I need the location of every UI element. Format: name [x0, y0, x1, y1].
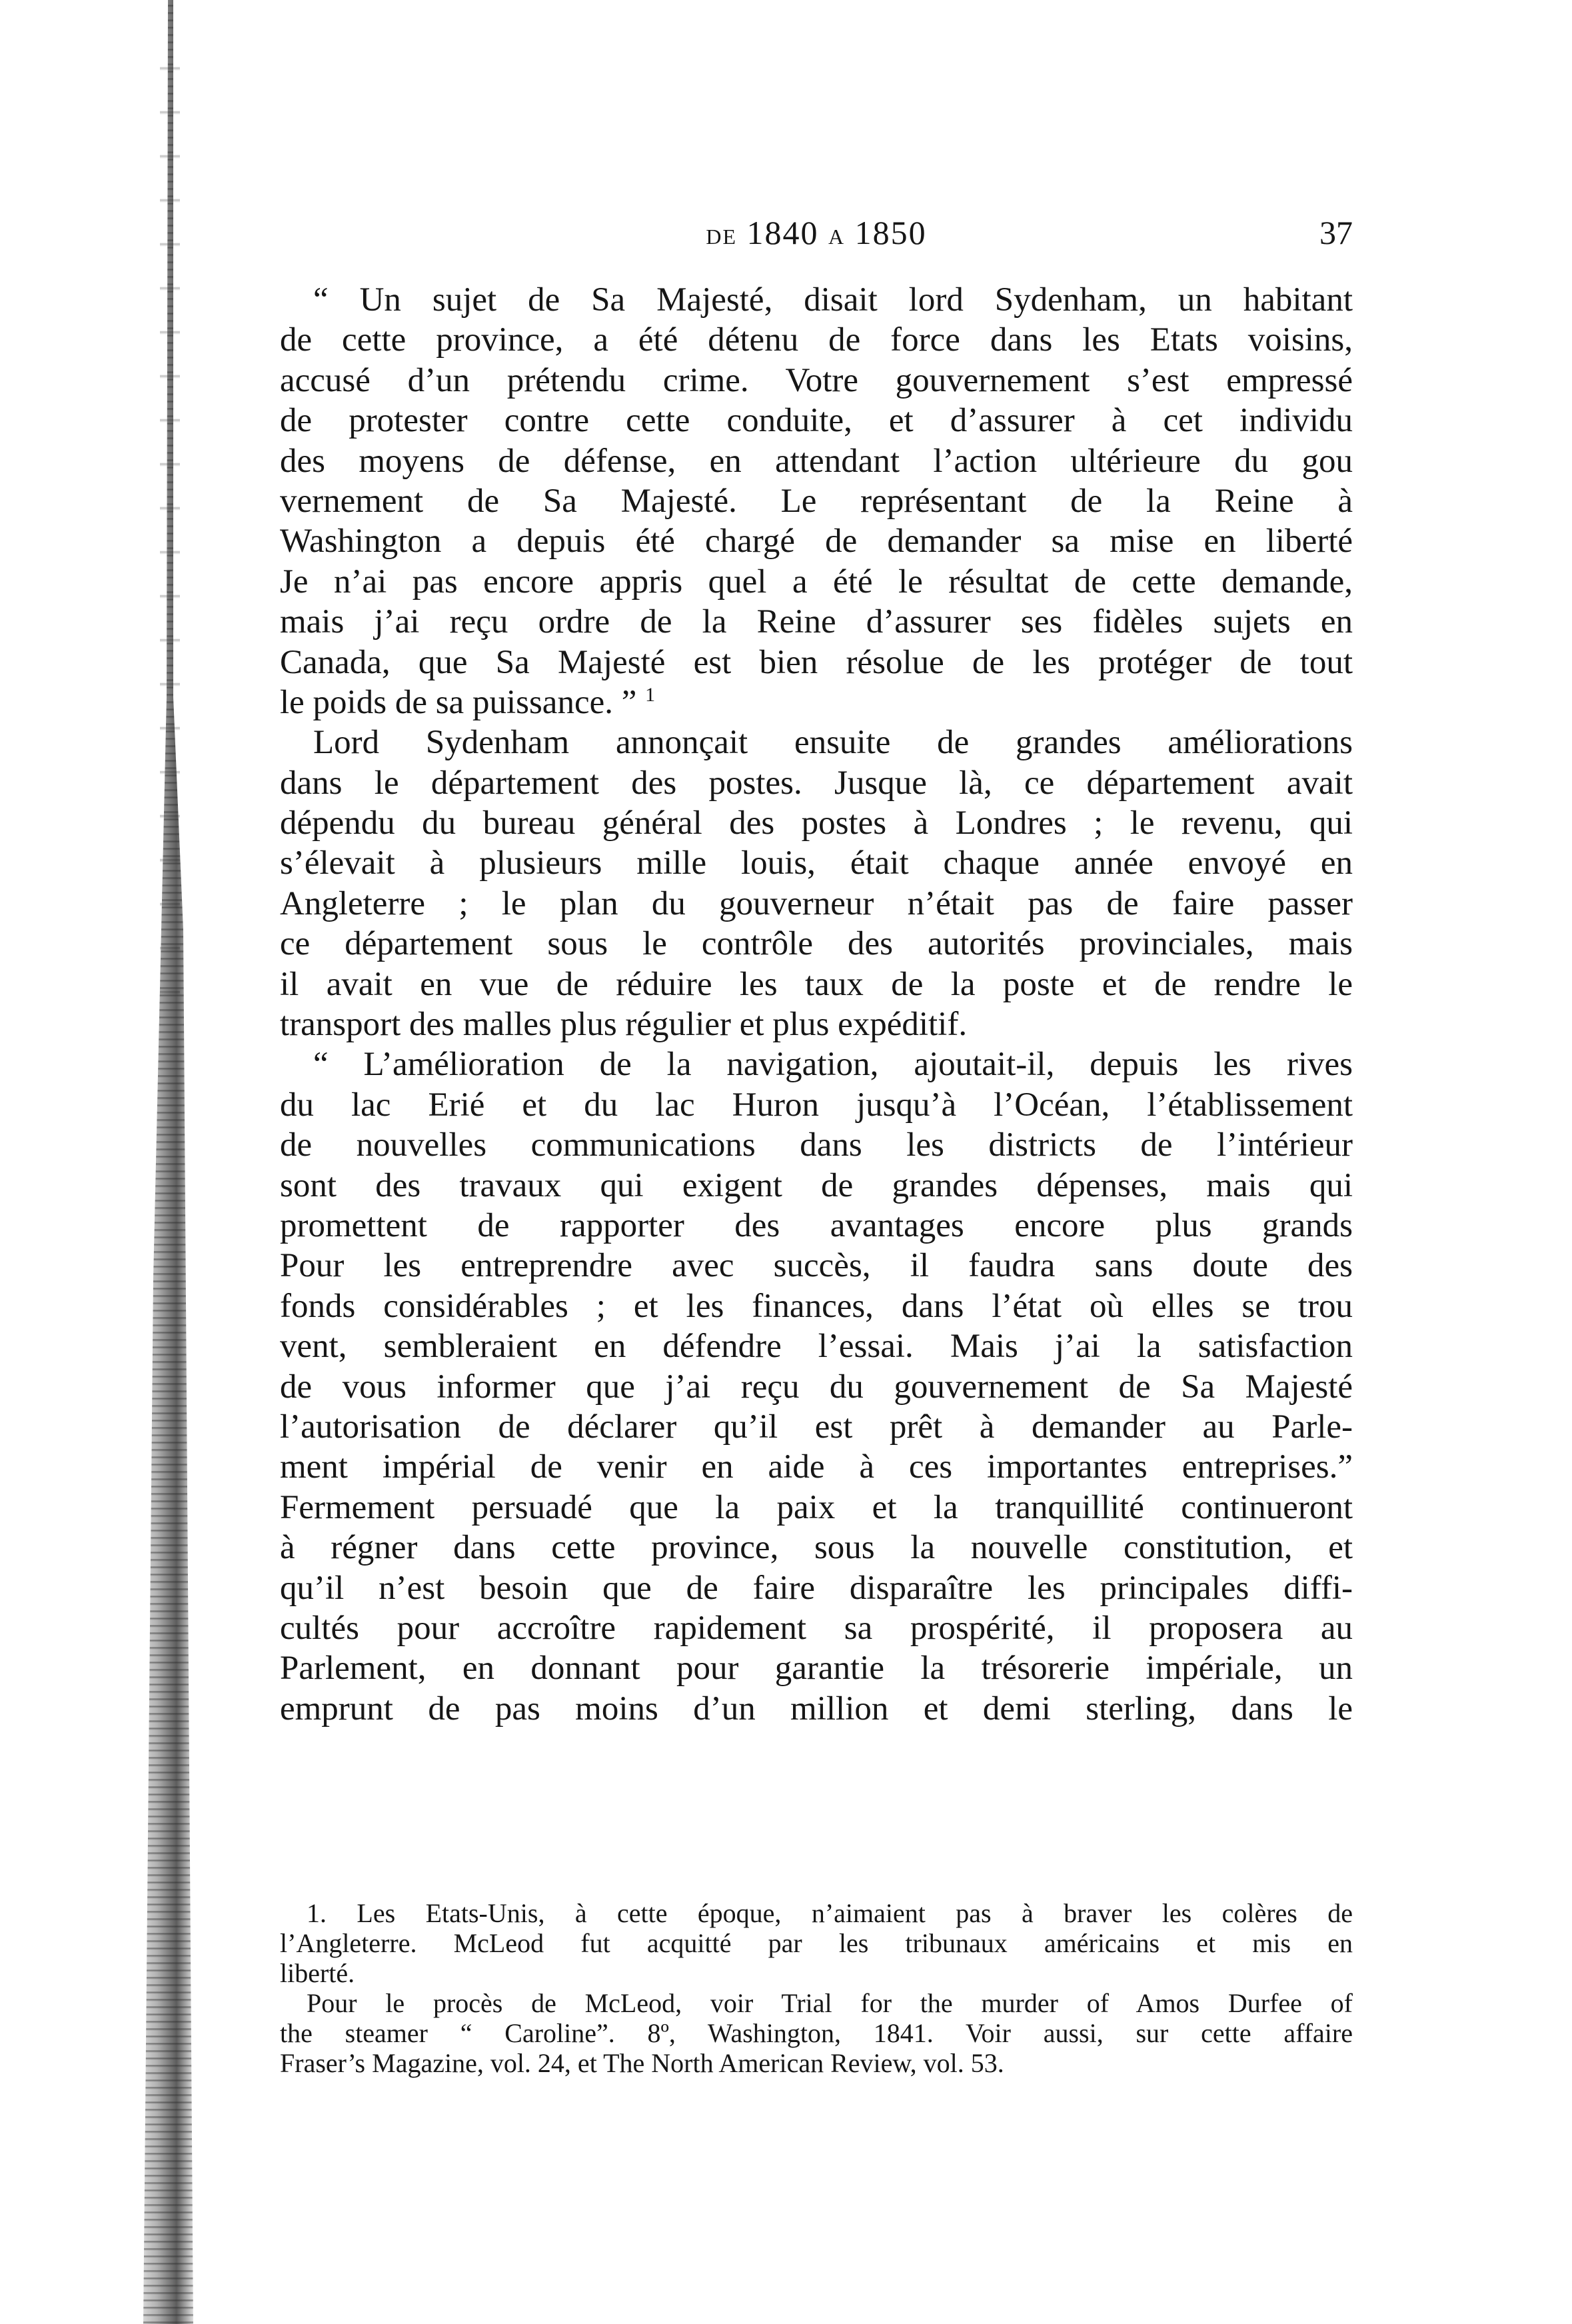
footnotes	[280, 1898, 1353, 2078]
body-line: Lord Sydenham annonçait ensuite de grandes améliorations	[313, 724, 1353, 762]
body-line: transport des malles plus régulier et plus expéditif.	[280, 1006, 968, 1044]
body-line: cultés pour accroître rapidement sa prospérité, il proposera au	[280, 1609, 1353, 1647]
body-line: l’autorisation de déclarer qu’il est prêt à demander au Parle-	[280, 1408, 1353, 1446]
body-line: Je n’ai pas encore appris quel a été le résultat de cette demande,	[280, 563, 1353, 600]
footnote-marker: 1	[645, 683, 656, 706]
footnote-line: liberté.	[280, 1958, 355, 1988]
body-line: Angleterre ; le plan du gouverneur n’était pas de faire passer	[280, 884, 1353, 922]
body-line: mais j’ai reçu ordre de la Reine d’assurer ses fidèles sujets en	[280, 603, 1353, 641]
body-line: ment impérial de venir en aide à ces importantes entreprises.”	[280, 1448, 1353, 1486]
scan-specks	[160, 27, 180, 1026]
body-line: du lac Erié et du lac Huron jusqu’à l’Océan, l’établissement	[280, 1086, 1353, 1124]
body-line: de protester contre cette conduite, et d’assurer à cet individu	[280, 402, 1353, 440]
body-line: Pour les entreprendre avec succès, il faudra sans doute des	[280, 1247, 1353, 1285]
body-line: promettent de rapporter des avantages encore plus grands	[280, 1206, 1353, 1244]
body-line: “ Un sujet de Sa Majesté, disait lord Sydenham, un habitant	[313, 281, 1353, 319]
body-line: vent, sembleraient en défendre l’essai. Mais j’ai la satisfaction	[280, 1328, 1353, 1366]
running-title-year-start: 1840	[746, 214, 819, 251]
running-title	[280, 213, 1353, 252]
body-line: “ L’amélioration de la navigation, ajoutait-il, depuis les rives	[313, 1046, 1353, 1084]
body-line: Fermement persuadé que la paix et la tranquillité continueront	[280, 1488, 1353, 1526]
body-text	[280, 280, 1353, 1729]
body-line: dans le département des postes. Jusque là, ce département avait	[280, 764, 1353, 802]
running-title-year-end: 1850	[854, 214, 927, 251]
body-line: de nouvelles communications dans les districts de l’intérieur	[280, 1126, 1353, 1164]
body-line: fonds considérables ; et les finances, dans l’état où elles se trou	[280, 1287, 1353, 1325]
body-line: vernement de Sa Majesté. Le représentant de la Reine à	[280, 482, 1353, 520]
footnote-line: Pour le procès de McLeod, voir Trial for the murder of Amos Durfee of	[307, 1988, 1353, 2018]
body-line: Washington a depuis été chargé de demander sa mise en liberté	[280, 523, 1353, 561]
running-title-prefix: de	[706, 217, 738, 251]
footnote-line: the steamer “ Caroline”. 8º, Washington, 1841. Voir aussi, sur cette affaire	[280, 2018, 1353, 2048]
page-header	[280, 213, 1353, 267]
body-line: dépendu du bureau général des postes à Londres ; le revenu, qui	[280, 804, 1353, 842]
footnote-line: 1. Les Etats-Unis, à cette époque, n’aimaient pas à braver les colères de	[307, 1898, 1353, 1928]
footnote-line: Fraser’s Magazine, vol. 24, et The North American Review, vol. 53.	[280, 2048, 1004, 2078]
body-line: qu’il n’est besoin que de faire disparaître les principales diffi-	[280, 1569, 1353, 1607]
body-line: accusé d’un prétendu crime. Votre gouvernement s’est empressé	[280, 361, 1353, 399]
body-line: des moyens de défense, en attendant l’action ultérieure du gou	[280, 442, 1353, 480]
body-line: ce département sous le contrôle des autorités provinciales, mais	[280, 925, 1353, 963]
footnote-line: l’Angleterre. McLeod fut acquitté par les tribunaux américains et mis en	[280, 1928, 1353, 1958]
body-line: s’élevait à plusieurs mille louis, était chaque année envoyé en	[280, 844, 1353, 882]
body-line: sont des travaux qui exigent de grandes dépenses, mais qui	[280, 1166, 1353, 1204]
body-line: le poids de sa puissance. ”	[280, 683, 637, 721]
running-title-middle: a	[828, 217, 846, 251]
body-line: emprunt de pas moins d’un million et demi sterling, dans le	[280, 1690, 1353, 1728]
body-line-with-note	[280, 682, 1353, 722]
body-line: Canada, que Sa Majesté est bien résolue de les protéger de tout	[280, 643, 1353, 681]
page-number: 37	[1319, 214, 1353, 251]
body-line: à régner dans cette province, sous la nouvelle constitution, et	[280, 1529, 1353, 1567]
body-line: de cette province, a été détenu de force dans les Etats voisins,	[280, 321, 1353, 359]
body-line: il avait en vue de réduire les taux de la poste et de rendre le	[280, 965, 1353, 1003]
body-line: Parlement, en donnant pour garantie la trésorerie impériale, un	[280, 1650, 1353, 1688]
body-line: de vous informer que j’ai reçu du gouvernement de Sa Majesté	[280, 1368, 1353, 1406]
